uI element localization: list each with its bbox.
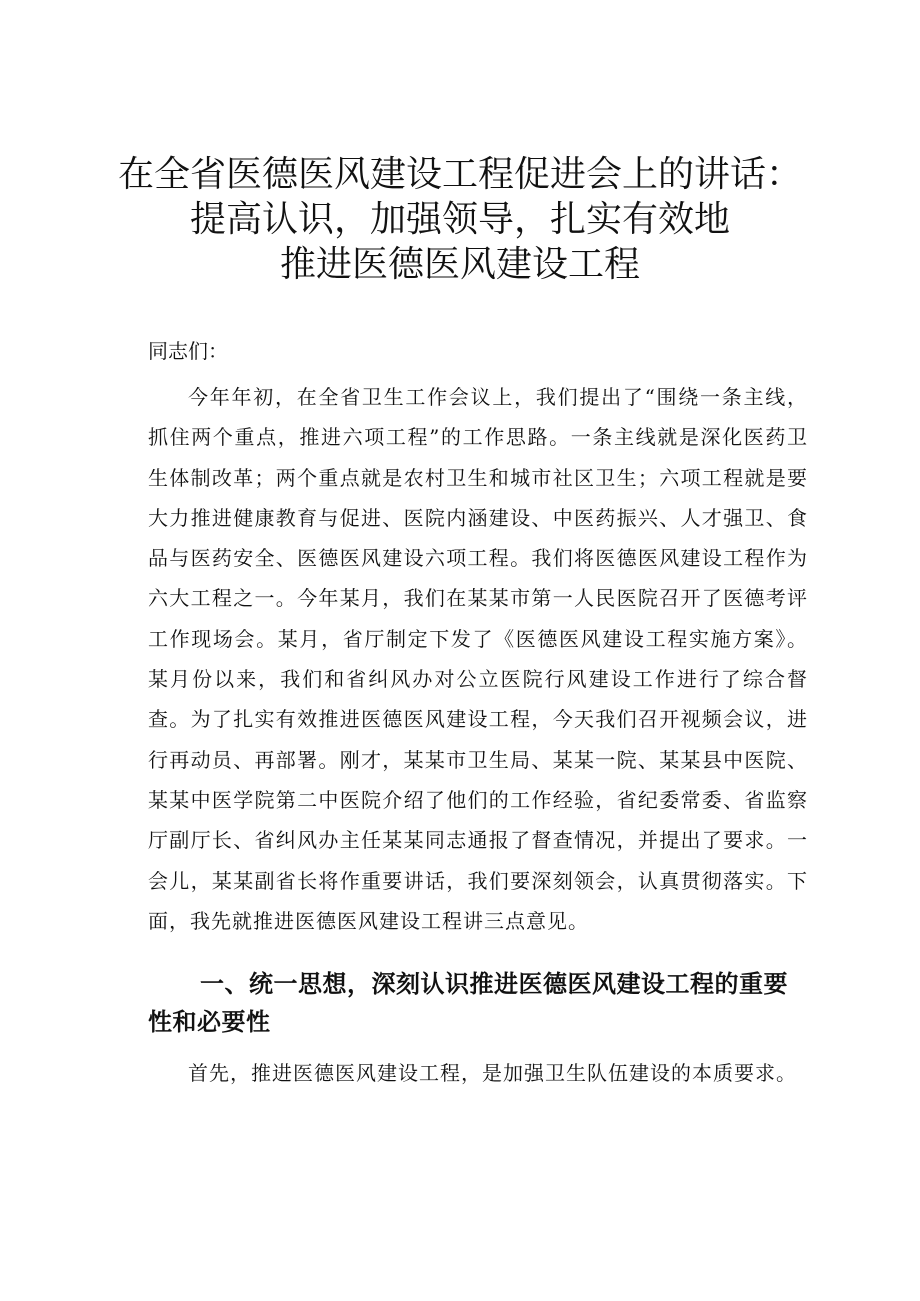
title-line-1: 在全省医德医风建设工程促进会上的讲话：	[117, 154, 802, 195]
title-line-3: 推进医德医风建设工程	[279, 244, 640, 285]
section-1-paragraph: 首先，推进医德医风建设工程，是加强卫生队伍建设的本质要求。	[188, 1061, 797, 1086]
title-line-2: 提高认识，加强领导，扎实有效地	[189, 199, 730, 240]
document-title	[0, 152, 920, 287]
salutation: 同志们：	[148, 339, 228, 363]
document-body	[148, 330, 808, 1093]
intro-paragraph: 今年年初，在全省卫生工作会议上，我们提出了“围绕一条主线，抓住两个重点，推进六项工程”的工作思路。一条主线就是深化医药卫生体制改革；两个重点就是农村卫生和城市社区卫生；六项工程就是要大力推进健康教育与促进、医院内涵建设、中医药振兴、人才强卫、食品与医药安全、医德医风建设六项工程。我们将医德医风建设工程作为六大工程之一。今年某月，我们在某某市第一人民医院召开了医德考评工作现场会。某月，省厅制定下发了《医德医风建设工程实施方案》。某月份以来，我们和省纠风办对公立医院行风建设工作进行了综合督查。为了扎实有效推进医德医风建设工程，今天我们召开视频会议，进行再动员、再部署。刚才，某某市卫生局、某某一院、某某县中医院、某某中医学院第二中医院介绍了他们的工作经验，省纪委常委、省监察厅副厅长、省纠风办主任某某同志通报了督查情况，并提出了要求。一会儿，某某副省长将作重要讲话，我们要深刻领会，认真贯彻落实。下面，我先就推进医德医风建设工程讲三点意见。	[148, 385, 808, 933]
section-heading-1: 一、统一思想，深刻认识推进医德医风建设工程的重要性和必要性	[148, 970, 788, 1037]
